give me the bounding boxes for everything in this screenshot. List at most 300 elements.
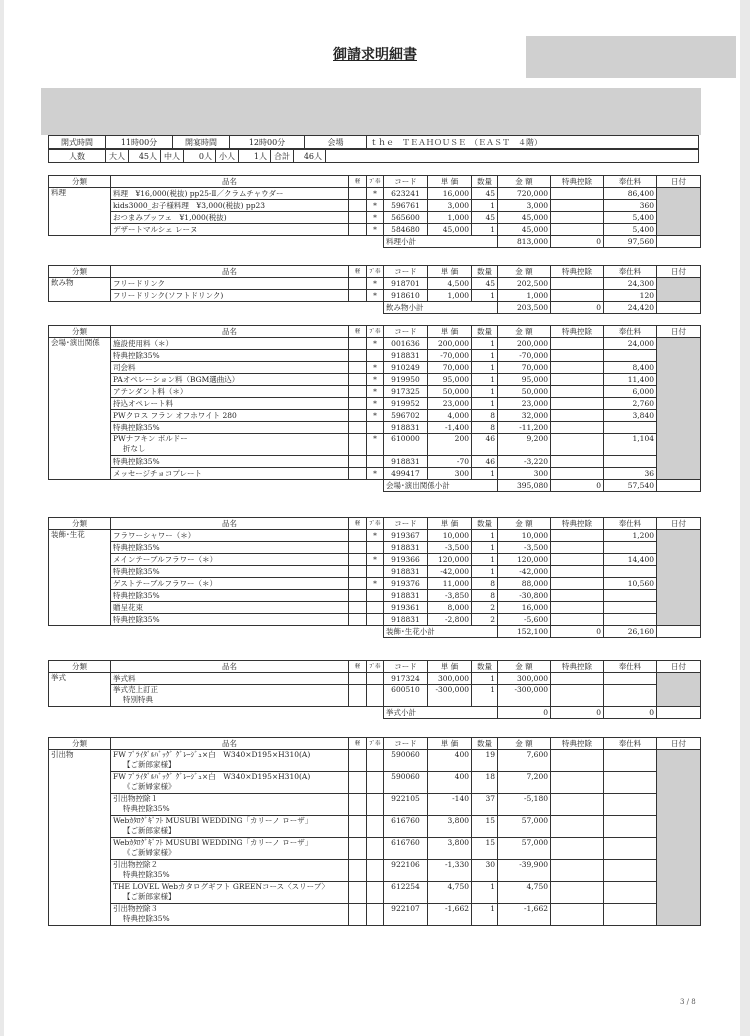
table-row: [49, 188, 701, 200]
kei-cell: [349, 212, 367, 224]
code-cell: 596761: [384, 200, 428, 212]
code-cell: 918831: [384, 542, 428, 554]
category-cell: 料理: [49, 188, 111, 236]
discount-cell: [551, 685, 604, 707]
code-cell: 919367: [384, 530, 428, 542]
item-name-line1: 挙式売上訂正: [113, 685, 158, 694]
service-fee-cell: 5,400: [604, 224, 657, 236]
date-cell-redacted: [657, 278, 701, 302]
service-fee-cell: 1,200: [604, 530, 657, 542]
table-row: [49, 904, 701, 926]
item-name-line1: 特典控除35%: [113, 422, 160, 432]
service-fee-cell: 10,560: [604, 578, 657, 590]
column-header-item: 品名: [111, 661, 349, 673]
unit-price-cell: -42,000: [428, 566, 472, 578]
unit-price-cell: 4,000: [428, 410, 472, 422]
kei-cell: [349, 542, 367, 554]
service-flag: [367, 350, 384, 362]
discount-cell: [551, 350, 604, 362]
amount-cell: -70,000: [498, 350, 551, 362]
item-name-line1: PWナフキン ボルドー: [113, 434, 188, 443]
unit-price-cell: 1,000: [428, 290, 472, 302]
service-fee-cell: [604, 590, 657, 602]
column-header-amount: 金 額: [498, 738, 551, 750]
amount-cell: 16,000: [498, 602, 551, 614]
discount-cell: [551, 838, 604, 860]
code-cell: 612254: [384, 882, 428, 904]
item-name: [111, 530, 349, 542]
amount-cell: 120,000: [498, 554, 551, 566]
kei-cell: [349, 200, 367, 212]
table-row: [49, 398, 701, 410]
subtotal-service-fee: 24,420: [604, 302, 657, 314]
item-name: [111, 456, 349, 468]
amount-cell: 10,000: [498, 530, 551, 542]
people-info-table: [48, 149, 699, 163]
item-name: [111, 590, 349, 602]
service-fee-cell: 11,400: [604, 374, 657, 386]
event-info-table: [48, 135, 699, 149]
service-flag: *: [367, 224, 384, 236]
qty-cell: 8: [472, 590, 498, 602]
item-name: [111, 386, 349, 398]
qty-cell: 30: [472, 860, 498, 882]
service-fee-cell: [604, 772, 657, 794]
service-flag: [367, 542, 384, 554]
column-header-unit_price: 単 価: [428, 176, 472, 188]
column-header-kei: 軽: [349, 326, 367, 338]
table-row: [49, 794, 701, 816]
code-cell: 919950: [384, 374, 428, 386]
page-title: 御請求明細書: [333, 47, 417, 63]
page-number: 3 / 8: [680, 998, 696, 1006]
amount-cell: 45,000: [498, 212, 551, 224]
qty-cell: 1: [472, 362, 498, 374]
qty-cell: 46: [472, 434, 498, 456]
code-cell: 918701: [384, 278, 428, 290]
column-header-date: 日付: [657, 176, 701, 188]
qty-cell: 1: [472, 338, 498, 350]
qty-cell: 1: [472, 882, 498, 904]
section-table: [48, 517, 701, 638]
service-flag: [367, 602, 384, 614]
discount-cell: [551, 212, 604, 224]
unit-price-cell: 8,000: [428, 602, 472, 614]
column-header-date: 日付: [657, 266, 701, 278]
header-row: [49, 661, 701, 673]
item-name-line1: メッセージチョコプレート: [113, 468, 203, 478]
column-header-discount: 特典控除: [551, 518, 604, 530]
column-header-amount: 金 額: [498, 661, 551, 673]
section-table: [48, 325, 701, 492]
table-row: [49, 468, 701, 480]
column-header-service_flag: ﾌﾞ奉: [367, 266, 384, 278]
item-name: [111, 188, 349, 200]
item-name-line1: デザートマルシェ レーヌ: [113, 224, 198, 234]
item-name-line1: 特典控除35%: [113, 350, 160, 360]
service-fee-cell: 1,104: [604, 434, 657, 456]
service-fee-cell: 36: [604, 468, 657, 480]
item-name-line1: 司会料: [113, 362, 136, 372]
section-table: [48, 660, 701, 719]
table-row: [49, 838, 701, 860]
item-name-line1: フラワーシャワー（＊）: [113, 530, 196, 540]
qty-cell: 46: [472, 456, 498, 468]
amount-cell: 50,000: [498, 386, 551, 398]
item-name: [111, 685, 349, 707]
item-name-line1: 挙式料: [113, 673, 136, 683]
unit-price-cell: 50,000: [428, 386, 472, 398]
table-row: [49, 750, 701, 772]
table-row: [49, 224, 701, 236]
table-row: [49, 434, 701, 456]
service-flag: *: [367, 410, 384, 422]
column-header-kei: 軽: [349, 518, 367, 530]
middle-label: 中人: [161, 150, 184, 163]
date-cell-redacted: [657, 530, 701, 626]
code-cell: 918831: [384, 422, 428, 434]
code-cell: 565600: [384, 212, 428, 224]
table-row: [49, 374, 701, 386]
code-cell: 596702: [384, 410, 428, 422]
column-header-unit_price: 単 価: [428, 661, 472, 673]
service-fee-cell: 86,400: [604, 188, 657, 200]
people-blank: [326, 150, 699, 163]
column-header-amount: 金 額: [498, 266, 551, 278]
item-name-line1: アテンダント料（＊）: [113, 386, 188, 396]
subtotal-date: [657, 236, 701, 248]
kei-cell: [349, 398, 367, 410]
item-name-line2: 特典控除35%: [123, 804, 170, 813]
qty-cell: 1: [472, 350, 498, 362]
unit-price-cell: 45,000: [428, 224, 472, 236]
item-name: [111, 224, 349, 236]
subtotal-row: [49, 236, 701, 248]
item-name-line2: 【ご新郎家様】: [123, 760, 176, 769]
kei-cell: [349, 904, 367, 926]
subtotal-service-fee: 26,160: [604, 626, 657, 638]
service-fee-cell: [604, 673, 657, 685]
code-cell: 917325: [384, 386, 428, 398]
item-name: [111, 350, 349, 362]
qty-cell: 45: [472, 212, 498, 224]
item-name: [111, 212, 349, 224]
subtotal-spacer: [49, 302, 384, 314]
qty-cell: 1: [472, 566, 498, 578]
item-name-line1: 特典控除35%: [113, 542, 160, 552]
kei-cell: [349, 290, 367, 302]
table-row: [49, 212, 701, 224]
qty-cell: 8: [472, 422, 498, 434]
party-time-label: 開宴時間: [173, 136, 230, 149]
column-header-code: コード: [384, 326, 428, 338]
discount-cell: [551, 434, 604, 456]
kei-cell: [349, 860, 367, 882]
subtotal-spacer: [49, 626, 384, 638]
service-flag: *: [367, 554, 384, 566]
header-row: [49, 326, 701, 338]
service-fee-cell: 24,300: [604, 278, 657, 290]
item-name-line1: 持込オペレート料: [113, 398, 173, 408]
amount-cell: -1,662: [498, 904, 551, 926]
amount-cell: -300,000: [498, 685, 551, 707]
service-flag: *: [367, 386, 384, 398]
service-flag: [367, 456, 384, 468]
kei-cell: [349, 882, 367, 904]
item-name: [111, 566, 349, 578]
unit-price-cell: 4,500: [428, 278, 472, 290]
service-fee-cell: [604, 456, 657, 468]
unit-price-cell: 200,000: [428, 338, 472, 350]
item-name-line1: 特典控除35%: [113, 590, 160, 600]
service-flag: [367, 904, 384, 926]
subtotal-row: [49, 302, 701, 314]
item-name-line1: フリードリンク(ソフトドリンク): [113, 290, 224, 300]
column-header-discount: 特典控除: [551, 326, 604, 338]
unit-price-cell: -3,850: [428, 590, 472, 602]
column-header-service_fee: 奉仕料: [604, 266, 657, 278]
discount-cell: [551, 542, 604, 554]
subtotal-amount: 152,100: [498, 626, 551, 638]
column-header-service_flag: ﾌﾞ奉: [367, 518, 384, 530]
child-label: 小人: [216, 150, 239, 163]
discount-cell: [551, 530, 604, 542]
unit-price-cell: 4,750: [428, 882, 472, 904]
service-flag: *: [367, 374, 384, 386]
column-header-unit_price: 単 価: [428, 326, 472, 338]
table-row: [49, 578, 701, 590]
code-cell: 919952: [384, 398, 428, 410]
column-header-service_flag: ﾌﾞ奉: [367, 176, 384, 188]
item-name-line1: フリードリンク: [113, 278, 166, 288]
subtotal-label: 料理小計: [384, 236, 498, 248]
column-header-discount: 特典控除: [551, 176, 604, 188]
column-header-qty: 数量: [472, 518, 498, 530]
table-row: [49, 290, 701, 302]
item-name: [111, 290, 349, 302]
column-header-service_fee: 奉仕料: [604, 518, 657, 530]
header-row: [49, 518, 701, 530]
table-row: [49, 816, 701, 838]
discount-cell: [551, 362, 604, 374]
unit-price-cell: -1,662: [428, 904, 472, 926]
unit-price-cell: -3,500: [428, 542, 472, 554]
service-fee-cell: [604, 816, 657, 838]
subtotal-spacer: [49, 707, 384, 719]
ceremony-time-label: 開式時間: [49, 136, 106, 149]
table-row: [49, 362, 701, 374]
ceremony-time: 11時00分: [106, 136, 173, 149]
discount-cell: [551, 602, 604, 614]
subtotal-date: [657, 626, 701, 638]
amount-cell: 4,750: [498, 882, 551, 904]
category-cell: 引出物: [49, 750, 111, 926]
column-header-service_fee: 奉仕料: [604, 738, 657, 750]
venue: ｔｈｅ ＴＥＡＨＯＵＳＥ （ＥＡＳＴ ４階）: [367, 136, 699, 149]
column-header-date: 日付: [657, 738, 701, 750]
unit-price-cell: 1,000: [428, 212, 472, 224]
item-name: [111, 422, 349, 434]
service-fee-cell: 120: [604, 290, 657, 302]
item-name-line2: 折なし: [123, 444, 146, 453]
code-cell: 590060: [384, 750, 428, 772]
column-header-service_flag: ﾌﾞ奉: [367, 661, 384, 673]
service-flag: *: [367, 530, 384, 542]
column-header-category: 分類: [49, 266, 111, 278]
column-header-item: 品名: [111, 738, 349, 750]
unit-price-cell: 400: [428, 772, 472, 794]
code-cell: 918831: [384, 350, 428, 362]
subtotal-label: 飲み物小計: [384, 302, 498, 314]
date-cell-redacted: [657, 750, 701, 926]
item-name: [111, 434, 349, 456]
service-fee-cell: 8,400: [604, 362, 657, 374]
unit-price-cell: -2,800: [428, 614, 472, 626]
unit-price-cell: 300: [428, 468, 472, 480]
item-name: [111, 338, 349, 350]
service-flag: *: [367, 200, 384, 212]
unit-price-cell: -1,330: [428, 860, 472, 882]
subtotal-date: [657, 480, 701, 492]
amount-cell: 300: [498, 468, 551, 480]
service-flag: [367, 590, 384, 602]
qty-cell: 15: [472, 838, 498, 860]
column-header-item: 品名: [111, 176, 349, 188]
subtotal-row: [49, 480, 701, 492]
service-flag: [367, 750, 384, 772]
item-name-line1: 引出物控除３: [113, 904, 158, 913]
qty-cell: 1: [472, 200, 498, 212]
column-header-date: 日付: [657, 661, 701, 673]
item-name: [111, 673, 349, 685]
amount-cell: 57,000: [498, 816, 551, 838]
item-name: [111, 602, 349, 614]
header-row: [49, 176, 701, 188]
service-flag: [367, 673, 384, 685]
amount-cell: -5,600: [498, 614, 551, 626]
item-name-line1: kids3000_お子様料理 ¥3,000(税抜) pp23: [113, 200, 266, 210]
service-fee-cell: [604, 602, 657, 614]
item-name-line1: ゲストテーブルフラワー（＊）: [113, 578, 218, 588]
discount-cell: [551, 224, 604, 236]
kei-cell: [349, 410, 367, 422]
code-cell: 499417: [384, 468, 428, 480]
kei-cell: [349, 602, 367, 614]
unit-price-cell: 300,000: [428, 673, 472, 685]
subtotal-date: [657, 302, 701, 314]
table-row: [49, 200, 701, 212]
amount-cell: 720,000: [498, 188, 551, 200]
subtotal-amount: 0: [498, 707, 551, 719]
column-header-code: コード: [384, 266, 428, 278]
unit-price-cell: 3,800: [428, 816, 472, 838]
item-name: [111, 542, 349, 554]
discount-cell: [551, 338, 604, 350]
code-cell: 616760: [384, 816, 428, 838]
table-row: [49, 456, 701, 468]
discount-cell: [551, 590, 604, 602]
item-name-line2: 【ご新郎家様】: [123, 826, 176, 835]
service-fee-cell: [604, 542, 657, 554]
qty-cell: 8: [472, 578, 498, 590]
column-header-date: 日付: [657, 326, 701, 338]
code-cell: 918831: [384, 456, 428, 468]
table-row: [49, 673, 701, 685]
item-name: [111, 200, 349, 212]
table-row: [49, 338, 701, 350]
qty-cell: 1: [472, 685, 498, 707]
amount-cell: 200,000: [498, 338, 551, 350]
discount-cell: [551, 794, 604, 816]
kei-cell: [349, 566, 367, 578]
item-name: [111, 838, 349, 860]
service-flag: *: [367, 212, 384, 224]
amount-cell: 202,500: [498, 278, 551, 290]
discount-cell: [551, 386, 604, 398]
unit-price-cell: 11,000: [428, 578, 472, 590]
section-table: [48, 175, 701, 248]
item-name-line2: 【ご新郎家様】: [123, 892, 176, 901]
code-cell: 922105: [384, 794, 428, 816]
subtotal-service-fee: 0: [604, 707, 657, 719]
qty-cell: 37: [472, 794, 498, 816]
amount-cell: 95,000: [498, 374, 551, 386]
service-fee-cell: [604, 685, 657, 707]
amount-cell: -5,180: [498, 794, 551, 816]
item-name-line2: 《ご新婦家様》: [123, 782, 176, 791]
column-header-code: コード: [384, 661, 428, 673]
service-flag: [367, 566, 384, 578]
amount-cell: 57,000: [498, 838, 551, 860]
category-cell: 装飾･生花: [49, 530, 111, 626]
child-count: 1人: [239, 150, 271, 163]
table-row: [49, 278, 701, 290]
subtotal-spacer: [49, 480, 384, 492]
service-flag: [367, 685, 384, 707]
code-cell: 919376: [384, 578, 428, 590]
item-name-line1: 料理 ¥16,000(税抜) pp25-Ⅱ／クラムチャウダー: [113, 188, 284, 198]
amount-cell: -3,220: [498, 456, 551, 468]
amount-cell: 23,000: [498, 398, 551, 410]
header-row: [49, 266, 701, 278]
kei-cell: [349, 374, 367, 386]
qty-cell: 8: [472, 410, 498, 422]
service-fee-cell: [604, 422, 657, 434]
service-flag: *: [367, 434, 384, 456]
venue-label: 会場: [305, 136, 367, 149]
amount-cell: -30,800: [498, 590, 551, 602]
kei-cell: [349, 224, 367, 236]
column-header-unit_price: 単 価: [428, 738, 472, 750]
item-name-line1: 引出物控除１: [113, 794, 158, 803]
item-name-line1: PAオペレーション料（BGM選曲込）: [113, 374, 240, 384]
item-name: [111, 750, 349, 772]
unit-price-cell: 3,000: [428, 200, 472, 212]
code-cell: 922106: [384, 860, 428, 882]
kei-cell: [349, 590, 367, 602]
column-header-service_flag: ﾌﾞ奉: [367, 738, 384, 750]
kei-cell: [349, 468, 367, 480]
column-header-item: 品名: [111, 266, 349, 278]
middle-count: 0人: [184, 150, 216, 163]
discount-cell: [551, 860, 604, 882]
kei-cell: [349, 278, 367, 290]
table-row: [49, 685, 701, 707]
amount-cell: 7,200: [498, 772, 551, 794]
item-name: [111, 374, 349, 386]
service-flag: [367, 422, 384, 434]
item-name: [111, 410, 349, 422]
